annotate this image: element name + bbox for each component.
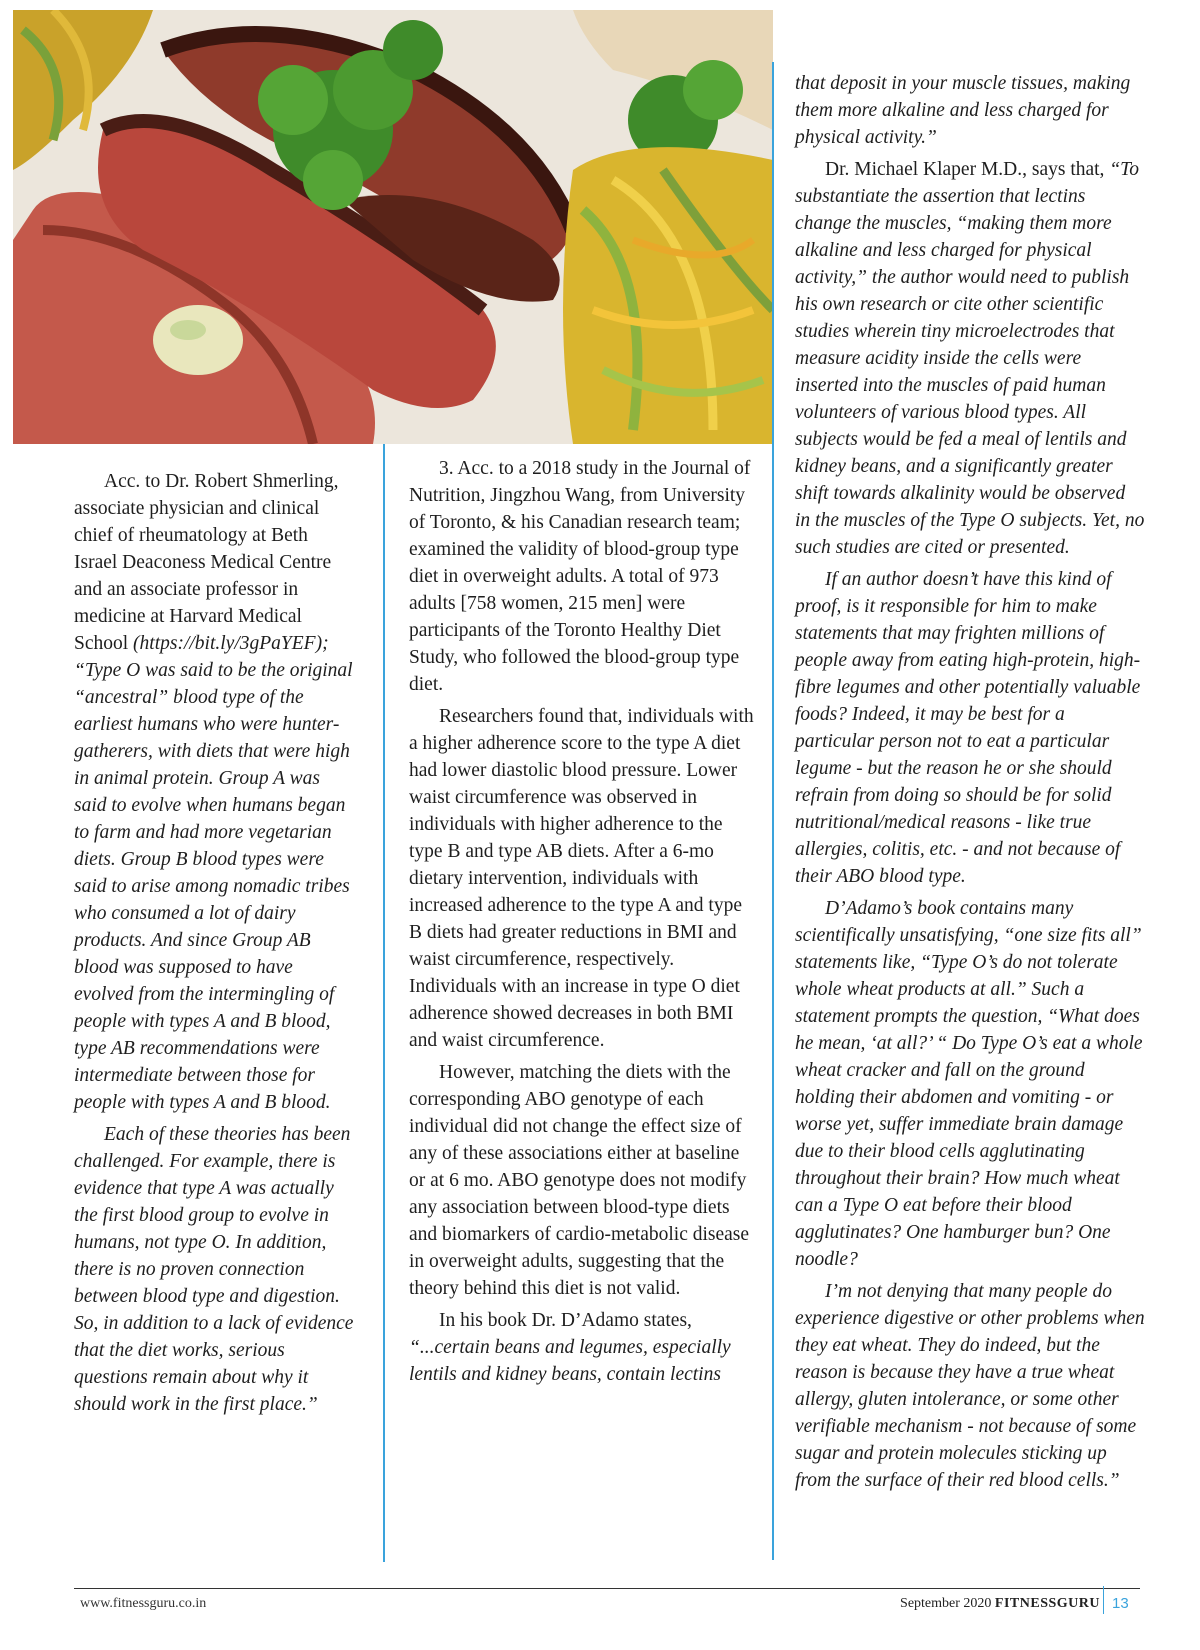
column-divider <box>772 62 774 1560</box>
paragraph: I’m not denying that many people do experience digestive or other problems when they eat wheat. They do indeed, but the reason is because they have a true wheat allergy, gluten intolerance, or some other verifiable mechanism - not because of some sugar and protein molecules sticking up from the surface of their red blood cells.” <box>795 1281 1145 1491</box>
steak-illustration <box>13 10 773 444</box>
paragraph: However, matching the diets with the corresponding ABO genotype of each individual did not change the effect size of any of these associations either at baseline or at 6 mo. ABO genotype does not modify any association between blood-type diets and biomarkers of cardio-metabolic disease in overweight adults, suggesting that the theory behind this diet is not valid. <box>409 1062 750 1299</box>
page-number: 13 <box>1112 1595 1129 1612</box>
column-1 <box>74 468 356 1423</box>
quote-text: “...certain beans and legumes, especially lentils and kidney beans, contain lectins <box>409 1337 731 1385</box>
issue-date: September 2020 <box>900 1596 992 1611</box>
paragraph <box>74 468 356 1116</box>
footer-rule <box>74 1588 1140 1589</box>
column-divider <box>383 444 385 1562</box>
food-photo <box>13 10 773 444</box>
paragraph-text: Acc. to Dr. Robert Shmerling, associate physician and clinical chief of rheumatology at Beth Israel Deaconess Medical Centre and an associate professor in medicine at Harvard Medical School <box>74 471 339 654</box>
quote-text: “To substantiate the assertion that lectins change the muscles, “making them more alkaline and less charged for physical activity,” the author would need to publish his own research or cite other scientific studies wherein tiny microelectrodes that measure acidity inside the cells were inserted into the muscles of paid human volunteers of various blood types. All subjects would be fed a meal of lentils and kidney beans, and a significantly greater shift towards alkalinity would be observed in the muscles of the Type O subjects. Yet, no such studies are cited or presented. <box>795 159 1145 558</box>
paragraph: D’Adamo’s book contains many scientifically unsatisfying, “one size fits all” statements like, “Type O’s do not tolerate whole wheat products at all.” Such a statement prompts the question, “What does he mean, ‘at all?’ “ Do Type O’s eat a whole wheat cracker and fall on the ground holding their abdomen and vomiting - or worse yet, suffer immediate brain damage due to their blood cells agglutinating throughout their brain? How much wheat can a Type O eat before their blood agglutinates? One hamburger bun? One noodle? <box>795 898 1143 1270</box>
brand-name: FITNESSGURU <box>994 1596 1100 1611</box>
footer-website[interactable]: www.fitnessguru.co.in <box>80 1596 207 1611</box>
paragraph: that deposit in your muscle tissues, making them more alkaline and less charged for physical activity.” <box>795 73 1131 148</box>
paragraph <box>795 156 1145 561</box>
column-2 <box>409 455 754 1393</box>
paragraph-text: In his book Dr. D’Adamo states, <box>439 1310 692 1331</box>
paragraph: 3. Acc. to a 2018 study in the Journal of Nutrition, Jingzhou Wang, from University of Toronto, & his Canadian research team; examined the validity of blood-group type diet in overweight adults. A total of 973 adults [758 women, 215 men] were participants of the Toronto Healthy Diet Study, who followed the blood-group type diet. <box>409 458 751 695</box>
column-3 <box>795 70 1145 1499</box>
quote-text: (https://bit.ly/3gPaYEF); “Type O was said to be the original “ancestral” blood type of the earliest humans who were hunter-gatherers, with diets that were high in animal protein. Group A was said to evolve when humans began to farm and had more vegetarian diets. Group B blood types were said to arise among nomadic tribes who consumed a lot of dairy products. And since Group AB blood was supposed to have evolved from the intermingling of people with types A and B blood, type AB recommendations were intermediate between those for people with types A and B blood. <box>74 633 353 1113</box>
paragraph-text: Dr. Michael Klaper M.D., says that, <box>825 159 1110 180</box>
footer-issue <box>900 1596 1100 1612</box>
footer-separator <box>1103 1586 1104 1614</box>
paragraph: Each of these theories has been challenged. For example, there is evidence that type A was actually the first blood group to evolve in humans, not type O. In addition, there is no proven connection between blood type and digestion. So, in addition to a lack of evidence that the diet works, serious questions remain about why it should work in the first place.” <box>74 1124 354 1415</box>
paragraph <box>409 1307 754 1388</box>
paragraph: If an author doesn’t have this kind of proof, is it responsible for him to make statements that may frighten millions of people away from eating high-protein, high-fibre legumes and other potentially valuable foods? Indeed, it may be best for a particular person not to eat a particular legume - but the reason he or she should refrain from doing so should be for solid nutritional/medical reasons - like true allergies, colitis, etc. - and not because of their ABO blood type. <box>795 569 1141 887</box>
paragraph: Researchers found that, individuals with a higher adherence score to the type A diet had lower diastolic blood pressure. Lower waist circumference was observed in individuals with higher adherence to the type B and type AB diets. After a 6-mo dietary intervention, individuals with increased adherence to the type A and type B diets had greater reductions in BMI and waist circumference, respectively. Individuals with an increase in type O diet adherence showed decreases in both BMI and waist circumference. <box>409 706 754 1051</box>
